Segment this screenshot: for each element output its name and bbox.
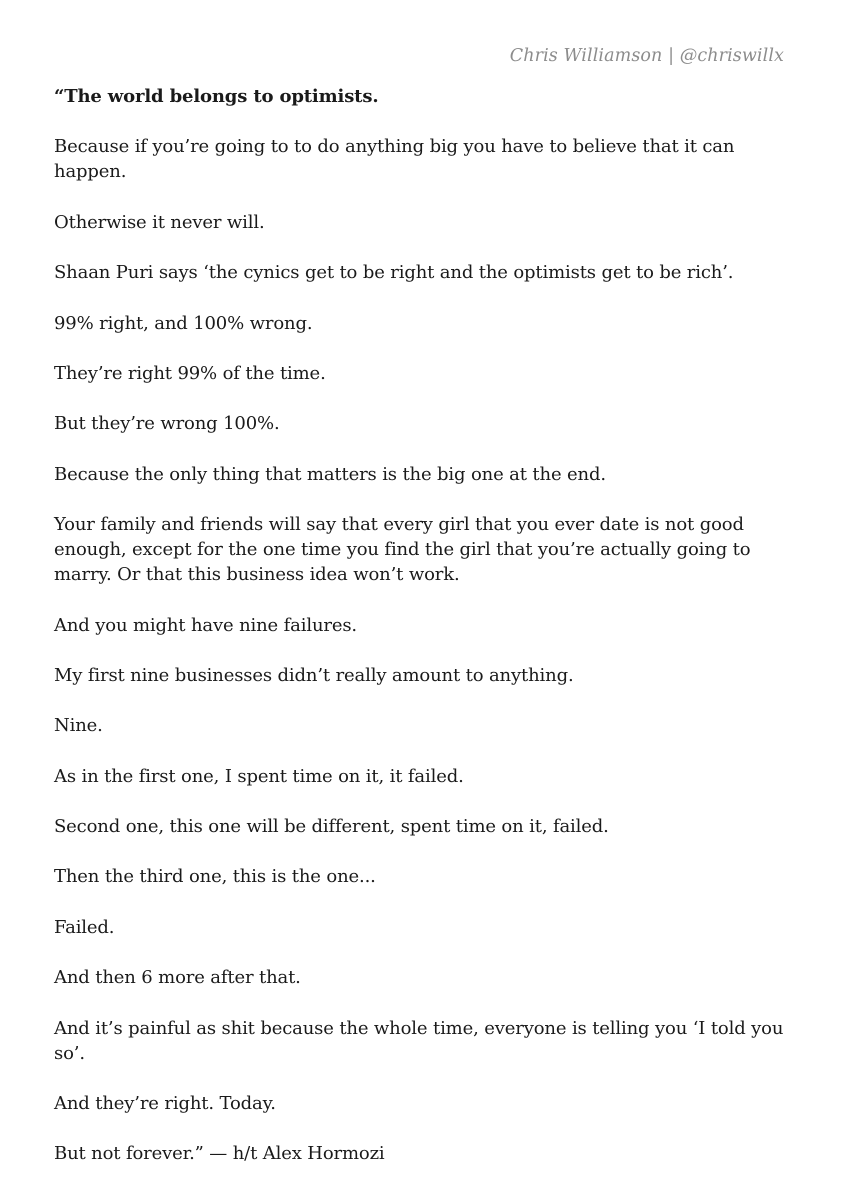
quote-paragraph: Nine. (54, 715, 103, 737)
quote-paragraph: And you might have nine failures. (54, 614, 358, 636)
quote-paragraph: They’re right 99% of the time. (54, 362, 326, 384)
quote-paragraph: Second one, this one will be different, spent time on it, failed. (54, 816, 609, 838)
quote-paragraph: Shaan Puri says ‘the cynics get to be right and the optimists get to be rich’. (54, 262, 734, 284)
quote-paragraph: Because the only thing that matters is the big one at the end. (54, 463, 606, 485)
quote-paragraph: 99% right, and 100% wrong. (54, 312, 313, 334)
quote-paragraph: Your family and friends will say that every girl that you ever date is not good enough, except for the one time you find the girl that you’re actually going to marry. Or that this business idea won’t work. (54, 514, 751, 586)
quote-paragraph: Because if you’re going to to do anything big you have to believe that it can happen. (54, 136, 735, 183)
author-byline: Chris Williamson | @chriswillx (509, 46, 784, 66)
quote-paragraph: As in the first one, I spent time on it, it failed. (54, 765, 464, 787)
quote-paragraph: Then the third one, this is the one... (54, 866, 376, 888)
quote-paragraph: Failed. (54, 916, 115, 938)
quote-paragraph-title: “The world belongs to optimists. (54, 86, 379, 107)
quote-paragraph: And it’s painful as shit because the whole time, everyone is telling you ‘I told you so’. (54, 1017, 784, 1064)
quote-paragraph: My first nine businesses didn’t really amount to anything. (54, 664, 574, 686)
quote-paragraph: And then 6 more after that. (54, 967, 301, 989)
quote-paragraph: And they’re right. Today. (54, 1093, 276, 1115)
quote-attribution: But not forever.” — h/t Alex Hormozi (54, 1143, 385, 1165)
quote-paragraph: Otherwise it never will. (54, 211, 265, 233)
quote-paragraph: But they’re wrong 100%. (54, 413, 280, 435)
quote-body (54, 84, 806, 1192)
